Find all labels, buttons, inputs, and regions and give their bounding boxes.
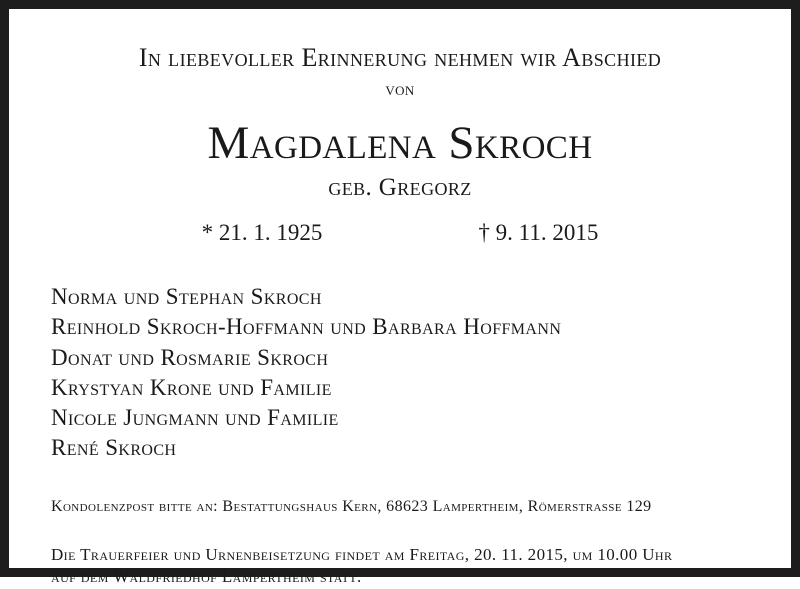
list-item: Norma und Stephan Skroch — [51, 284, 322, 310]
service-details — [43, 544, 757, 589]
death-date: † 9. 11. 2015 — [478, 220, 599, 246]
condolence-address: Kondolenzpost bitte an: Bestattungshaus Kern, 68623 Lampertheim, Römerstrasse 129 — [51, 498, 652, 516]
maiden-name: geb. Gregorz — [328, 174, 472, 202]
deceased-name: Magdalena Skroch — [207, 117, 593, 169]
list-item: Krystyan Krone und Familie — [51, 374, 332, 400]
service-line-2: auf dem Waldfriedhof Lampertheim statt. — [51, 567, 362, 587]
birth-date: * 21. 1. 1925 — [201, 220, 323, 246]
von-label: von — [385, 79, 415, 100]
list-item: Nicole Jungmann und Familie — [51, 404, 339, 430]
life-dates — [43, 220, 757, 246]
obituary-content — [43, 43, 757, 587]
list-item: Donat und Rosmarie Skroch — [51, 344, 329, 370]
list-item: René Skroch — [51, 434, 177, 460]
survivors-list — [43, 282, 757, 463]
intro-line: In liebevoller Erinnerung nehmen wir Abschied — [138, 43, 662, 72]
service-line-1: Die Trauerfeier und Urnenbeisetzung findet am Freitag, 20. 11. 2015, um 10.00 Uhr — [51, 544, 673, 564]
list-item: Reinhold Skroch-Hoffmann und Barbara Hoffmann — [51, 314, 562, 340]
